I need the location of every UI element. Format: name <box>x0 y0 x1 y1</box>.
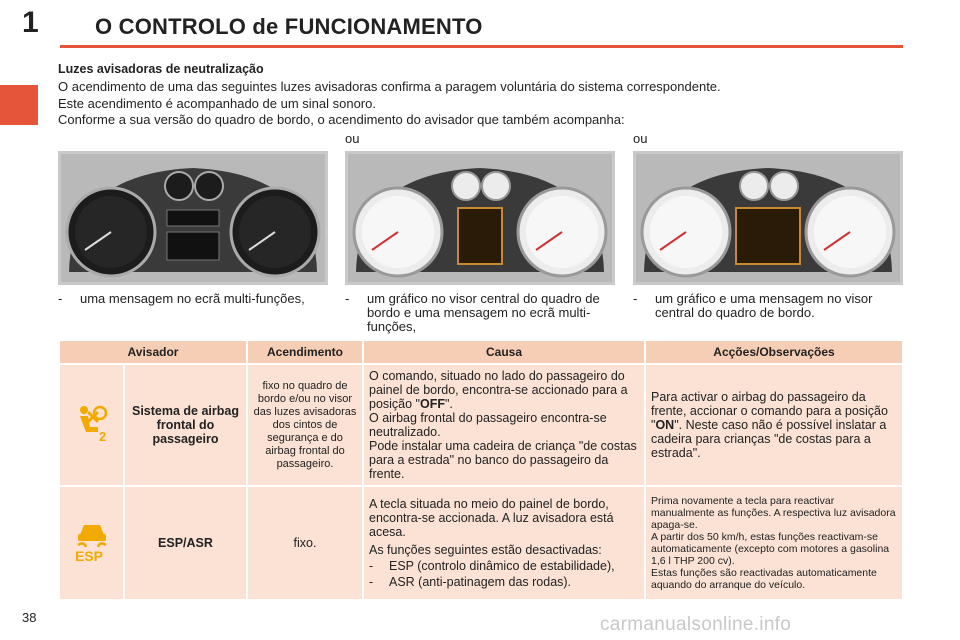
caption-dash: - <box>345 291 350 306</box>
section-heading: Luzes avisadoras de neutralização <box>58 62 264 76</box>
watermark: carmanualsonline.info <box>600 614 792 635</box>
caption-dash: - <box>58 291 63 306</box>
icon-cell <box>60 487 123 599</box>
caption-text: um gráfico e uma mensagem no visor central do quadro de bordo. <box>655 291 873 320</box>
instrument-cluster-illustration <box>61 154 325 282</box>
column-header: Causa <box>364 341 644 363</box>
action-keyword: ON <box>655 418 675 432</box>
table-row <box>60 487 902 599</box>
action-text: Prima novamente a tecla para reactivar manualmente as funções. A respectiva luz avisadora apaga-se. <box>651 495 896 531</box>
cause-text-part: ". <box>445 397 453 411</box>
panel-caption <box>633 292 903 322</box>
action-cell <box>646 365 902 485</box>
action-cell <box>646 487 902 599</box>
intro-paragraph: Este acendimento é acompanhado de um sinal sonoro. <box>58 96 376 111</box>
action-text: Estas funções são reactivadas automaticamente aquando do arranque do veículo. <box>651 567 877 591</box>
icon-cell <box>60 365 123 485</box>
lighting-cell: fixo no quadro de bordo e/ou no visor das luzes avisadoras dos cintos de segurança e do airbag frontal do passageiro. <box>248 365 362 485</box>
svg-text:2: 2 <box>98 428 106 443</box>
cause-cell <box>364 487 644 599</box>
chapter-number: 1 <box>22 6 39 39</box>
warning-name: Sistema de airbag frontal do passageiro <box>125 365 246 485</box>
or-label: ou <box>345 131 360 146</box>
panel-caption <box>345 292 615 336</box>
or-label: ou <box>633 131 648 146</box>
cause-text: Pode instalar uma cadeira de criança "de costas para a estrada" no banco do passageiro da frente. <box>369 439 637 481</box>
instrument-panel-image <box>58 151 328 285</box>
list-dash: - <box>369 575 374 589</box>
list-item-text: ESP (controlo dinâmico de estabilidade), <box>389 559 615 573</box>
cause-cell <box>364 365 644 485</box>
intro-paragraph: Conforme a sua versão do quadro de bordo, o acendimento do avisador que também acompanha: <box>58 112 625 127</box>
lighting-cell: fixo. <box>248 487 362 599</box>
instrument-cluster-illustration <box>636 154 900 282</box>
cause-text-part: O comando, situado no lado do passageiro do painel de bordo, encontra-se accionado para a posição " <box>369 369 628 411</box>
instrument-panel-image <box>633 151 903 285</box>
esp-label: ESP <box>74 547 103 563</box>
list-dash: - <box>369 559 374 573</box>
column-header: Acendimento <box>248 341 362 363</box>
disabled-functions-list <box>369 559 639 589</box>
warning-lights-table <box>58 339 904 601</box>
cause-text <box>369 369 639 411</box>
instrument-cluster-illustration <box>348 154 612 282</box>
panel-caption <box>58 292 328 322</box>
action-text-part: ". Neste caso não é possível inslatar a cadeira para crianças "de costas para a estrada". <box>651 418 887 460</box>
caption-text: uma mensagem no ecrã multi-funções, <box>80 291 305 306</box>
cause-text: As funções seguintes estão desactivadas: <box>369 543 602 557</box>
cause-text: A tecla situada no meio do painel de bordo, encontra-se accionada. A luz avisadora está acesa. <box>369 497 614 539</box>
esp-off-icon <box>72 519 112 563</box>
list-item <box>369 559 639 573</box>
passenger-airbag-off-icon <box>72 403 112 443</box>
list-item-text: ASR (anti-patinagem das rodas). <box>389 575 572 589</box>
warning-name: ESP/ASR <box>125 487 246 599</box>
caption-dash: - <box>633 291 638 306</box>
intro-paragraph: O acendimento de uma das seguintes luzes avisadoras confirma a paragem voluntária do sistema correspondente. <box>58 79 721 94</box>
cause-text: O airbag frontal do passageiro encontra-se neutralizado. <box>369 411 607 439</box>
cause-keyword: OFF <box>420 397 445 411</box>
instrument-panel-image <box>345 151 615 285</box>
list-item <box>369 575 639 589</box>
chapter-side-tab <box>0 85 38 125</box>
title-underline <box>60 45 903 48</box>
page-number: 38 <box>22 610 37 625</box>
table-header-row <box>60 341 902 363</box>
caption-text: um gráfico no visor central do quadro de bordo e uma mensagem no ecrã multi-funções, <box>367 291 600 334</box>
table-row <box>60 365 902 485</box>
action-text: A partir dos 50 km/h, estas funções reactivam-se automaticamente (excepto com motores a gasolina 1,6 l THP 200 cv). <box>651 531 890 567</box>
column-header: Acções/Observações <box>646 341 902 363</box>
chapter-title: O CONTROLO de FUNCIONAMENTO <box>95 14 483 39</box>
action-text-part: Para activar o airbag do passageiro da frente, accionar o comando para a posição " <box>651 390 888 432</box>
column-header: Avisador <box>60 341 246 363</box>
